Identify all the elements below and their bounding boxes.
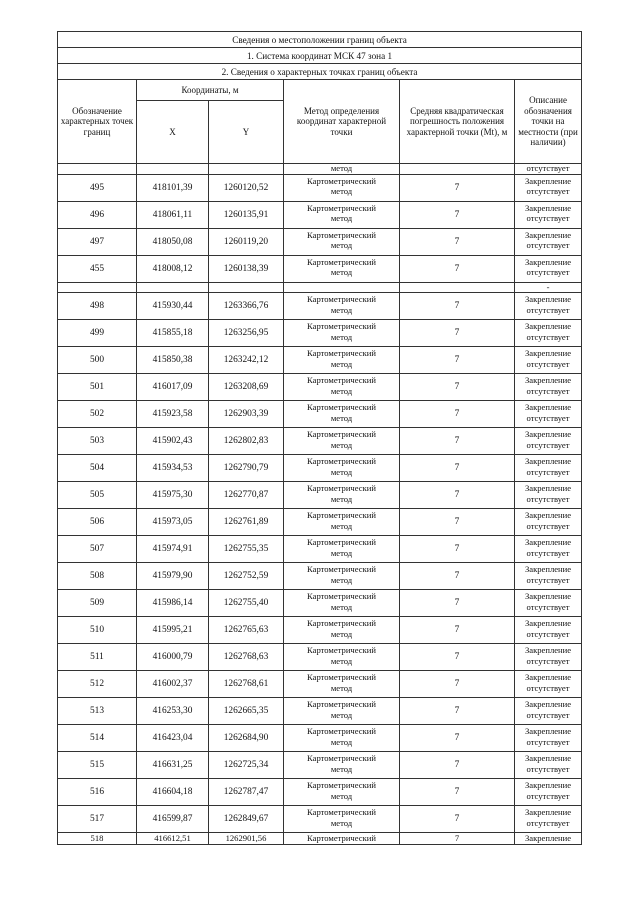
description-cell-line: Закрепление <box>524 229 572 240</box>
description-cell-line: отсутствует <box>526 331 570 342</box>
method-cell-line: Картометрический <box>307 672 376 682</box>
coord-y: 1260120,52 <box>209 174 284 201</box>
table-row <box>58 725 582 752</box>
table-row <box>58 293 582 320</box>
point-number: 517 <box>58 806 137 833</box>
description-cell <box>515 374 582 401</box>
method-cell-line: Картометрический <box>307 537 376 547</box>
error-cell: 7 <box>400 320 515 347</box>
description-cell-line: отсутствует <box>526 304 570 315</box>
coord-y: 1262849,67 <box>209 806 284 833</box>
description-cell-line: отсутствует <box>526 213 570 223</box>
method-cell <box>284 374 400 401</box>
coord-y: 1260119,20 <box>209 228 284 255</box>
method-cell-line: метод <box>330 213 353 223</box>
error-cell: 7 <box>400 563 515 590</box>
description-cell-line: отсутствует <box>526 736 570 747</box>
method-cell <box>284 293 400 320</box>
description-cell <box>515 455 582 482</box>
table-row <box>58 455 582 482</box>
error-cell: 7 <box>400 347 515 374</box>
error-cell: 7 <box>400 174 515 201</box>
description-cell-line: Закрепление <box>524 202 572 213</box>
coord-y: 1262725,34 <box>209 752 284 779</box>
table-row <box>58 779 582 806</box>
description-cell <box>515 752 582 779</box>
coord-y: 1262684,90 <box>209 725 284 752</box>
table-row <box>58 806 582 833</box>
error-cell: 7 <box>400 590 515 617</box>
description-cell <box>515 255 582 282</box>
table-row <box>58 698 582 725</box>
method-cell-line: Картометрический <box>307 348 376 358</box>
point-number: 495 <box>58 174 137 201</box>
table-row <box>58 752 582 779</box>
coord-x: 415934,53 <box>137 455 209 482</box>
error-cell: 7 <box>400 509 515 536</box>
point-number: 518 <box>58 833 137 845</box>
method-cell-line: Картометрический <box>307 175 376 186</box>
error-cell: 7 <box>400 671 515 698</box>
coord-x: 415902,43 <box>137 428 209 455</box>
coord-y: 1262761,89 <box>209 509 284 536</box>
table-row <box>58 482 582 509</box>
method-cell <box>284 590 400 617</box>
description-cell <box>515 428 582 455</box>
error-cell: 7 <box>400 752 515 779</box>
coord-x: 416017,09 <box>137 374 209 401</box>
description-cell-line: отсутствует <box>526 267 570 277</box>
description-cell <box>515 806 582 833</box>
description-cell-line: Закрепление <box>524 753 572 763</box>
method-cell-line: Картометрический <box>307 726 376 736</box>
description-cell <box>515 536 582 563</box>
description-cell <box>515 401 582 428</box>
error-cell: 7 <box>400 536 515 563</box>
description-cell-line: Закрепление <box>524 807 572 817</box>
method-cell-line: метод <box>330 574 353 585</box>
point-number: 501 <box>58 374 137 401</box>
coord-y: 1262790,79 <box>209 455 284 482</box>
method-cell <box>284 320 400 347</box>
coord-x: 415850,38 <box>137 347 209 374</box>
method-cell-line: Картометрический <box>307 645 376 655</box>
table-row-last <box>58 833 582 845</box>
method-cell-line: метод <box>330 186 353 196</box>
coord-x: 416423,04 <box>137 725 209 752</box>
continuation-method: метод <box>284 164 400 175</box>
boundary-points-table <box>57 31 582 845</box>
header-y: Y <box>209 101 284 164</box>
coord-y: 1262903,39 <box>209 401 284 428</box>
method-cell-line: Картометрический <box>307 456 376 466</box>
error-cell: 7 <box>400 228 515 255</box>
description-cell-line: отсутствует <box>526 240 570 250</box>
table-row <box>58 401 582 428</box>
method-cell-line: метод <box>330 385 353 396</box>
description-cell <box>515 228 582 255</box>
error-cell: 7 <box>400 698 515 725</box>
error-cell: 7 <box>400 644 515 671</box>
header-description: Описание обозначения точки на местности (при наличии) <box>515 80 582 164</box>
description-cell <box>515 509 582 536</box>
method-cell <box>284 347 400 374</box>
header-coordinates: Координаты, м <box>137 80 284 101</box>
coord-y: 1262765,63 <box>209 617 284 644</box>
description-cell <box>515 293 582 320</box>
method-cell <box>284 401 400 428</box>
description-cell-line: Закрепление <box>524 175 572 186</box>
description-cell-line: Закрепление <box>524 483 572 493</box>
description-cell <box>515 671 582 698</box>
error-cell: 7 <box>400 428 515 455</box>
coord-y: 1262752,59 <box>209 563 284 590</box>
description-cell-line: Закрепление <box>524 348 572 358</box>
point-number: 508 <box>58 563 137 590</box>
method-cell <box>284 563 400 590</box>
description-cell-line: отсутствует <box>526 763 570 774</box>
separator-description: - <box>515 282 582 293</box>
description-cell-line: отсутствует <box>526 682 570 693</box>
method-cell <box>284 428 400 455</box>
method-cell-line: метод <box>330 763 353 774</box>
description-cell-line: Закрепление <box>524 699 572 709</box>
error-cell: 7 <box>400 779 515 806</box>
error-cell: 7 <box>400 806 515 833</box>
coord-y: 1263242,12 <box>209 347 284 374</box>
point-number: 511 <box>58 644 137 671</box>
error-cell: 7 <box>400 255 515 282</box>
error-cell: 7 <box>400 482 515 509</box>
description-cell-line: отсутствует <box>526 493 570 504</box>
coord-x: 416604,18 <box>137 779 209 806</box>
method-cell-line: метод <box>330 709 353 720</box>
coord-y: 1262802,83 <box>209 428 284 455</box>
method-cell-line: Картометрический <box>307 699 376 709</box>
table-row <box>58 228 582 255</box>
description-cell-line: отсутствует <box>526 817 570 828</box>
table-row <box>58 201 582 228</box>
method-cell-line: Картометрический <box>307 375 376 385</box>
method-cell-line: Картометрический <box>307 402 376 412</box>
method-cell: Картометрический <box>284 833 400 845</box>
coord-x: 415974,91 <box>137 536 209 563</box>
description-cell-line: Закрепление <box>524 456 572 466</box>
method-cell-line: метод <box>330 655 353 666</box>
method-cell-line: Картометрический <box>307 618 376 628</box>
coord-x: 418101,39 <box>137 174 209 201</box>
method-cell-line: метод <box>330 628 353 639</box>
coord-x: 415975,30 <box>137 482 209 509</box>
method-cell-line: метод <box>330 547 353 558</box>
method-cell-line: Картометрический <box>307 429 376 439</box>
method-cell <box>284 536 400 563</box>
error-cell: 7 <box>400 833 515 845</box>
description-cell-line: Закрепление <box>524 321 572 331</box>
method-cell-line: метод <box>330 331 353 342</box>
coord-x: 418008,12 <box>137 255 209 282</box>
table-row <box>58 255 582 282</box>
point-number: 514 <box>58 725 137 752</box>
description-cell-line: отсутствует <box>526 439 570 450</box>
point-number: 510 <box>58 617 137 644</box>
coord-x: 418061,11 <box>137 201 209 228</box>
method-cell-line: метод <box>330 466 353 477</box>
method-cell-line: метод <box>330 790 353 801</box>
point-number: 498 <box>58 293 137 320</box>
description-cell-line: отсутствует <box>526 186 570 196</box>
method-cell-line: метод <box>330 520 353 531</box>
method-cell-line: метод <box>330 240 353 250</box>
method-cell-line: метод <box>330 817 353 828</box>
method-cell-line: Картометрический <box>307 807 376 817</box>
continuation-row <box>58 164 582 175</box>
coord-x: 415930,44 <box>137 293 209 320</box>
method-cell-line: Картометрический <box>307 229 376 240</box>
header-point: Обозначение характерных точек границ <box>58 80 137 164</box>
method-cell <box>284 228 400 255</box>
table-row <box>58 563 582 590</box>
section-title: Сведения о местоположении границ объекта <box>58 32 582 48</box>
header-x: X <box>137 101 209 164</box>
method-cell <box>284 174 400 201</box>
description-cell-line: Закрепление <box>524 591 572 601</box>
error-cell: 7 <box>400 374 515 401</box>
error-cell: 7 <box>400 725 515 752</box>
header-error: Средняя квадратическая погрешность положения характерной точки (Mt), м <box>400 80 515 164</box>
separator-row <box>58 282 582 293</box>
description-cell <box>515 698 582 725</box>
table-row <box>58 536 582 563</box>
coord-y: 1262770,87 <box>209 482 284 509</box>
method-cell <box>284 617 400 644</box>
method-cell <box>284 671 400 698</box>
coord-y: 1263256,95 <box>209 320 284 347</box>
coord-x: 415973,05 <box>137 509 209 536</box>
coord-x: 416000,79 <box>137 644 209 671</box>
description-cell <box>515 725 582 752</box>
coordinate-system-title: 1. Система координат МСК 47 зона 1 <box>58 48 582 64</box>
description-cell-line: отсутствует <box>526 466 570 477</box>
method-cell <box>284 455 400 482</box>
description-cell-line: отсутствует <box>526 385 570 396</box>
coord-x: 418050,08 <box>137 228 209 255</box>
description-cell-line: отсутствует <box>526 601 570 612</box>
coord-y: 1262787,47 <box>209 779 284 806</box>
point-number: 509 <box>58 590 137 617</box>
description-cell-line: Закрепление <box>524 510 572 520</box>
description-cell <box>515 482 582 509</box>
description-cell-line: отсутствует <box>526 655 570 666</box>
method-cell-line: Картометрический <box>307 202 376 213</box>
description-cell <box>515 174 582 201</box>
point-number: 505 <box>58 482 137 509</box>
method-cell-line: метод <box>330 682 353 693</box>
description-cell-line: отсутствует <box>526 547 570 558</box>
method-cell-line: Картометрический <box>307 256 376 267</box>
method-cell <box>284 644 400 671</box>
description-cell-line: отсутствует <box>526 412 570 423</box>
boundary-points-document <box>57 31 581 845</box>
coord-y: 1262755,35 <box>209 536 284 563</box>
points-section-title: 2. Сведения о характерных точках границ объекта <box>58 64 582 80</box>
point-number: 513 <box>58 698 137 725</box>
coord-y: 1262901,56 <box>209 833 284 845</box>
method-cell-line: Картометрический <box>307 510 376 520</box>
method-cell <box>284 509 400 536</box>
description-cell-line: Закрепление <box>524 780 572 790</box>
coord-y: 1260135,91 <box>209 201 284 228</box>
description-cell-line: Закрепление <box>524 564 572 574</box>
coord-x: 416612,51 <box>137 833 209 845</box>
method-cell-line: Картометрический <box>307 591 376 601</box>
description-cell <box>515 617 582 644</box>
description-cell: Закрепление <box>515 833 582 845</box>
table-row <box>58 374 582 401</box>
method-cell <box>284 698 400 725</box>
description-cell-line: Закрепление <box>524 294 572 304</box>
error-cell: 7 <box>400 293 515 320</box>
method-cell <box>284 752 400 779</box>
point-number: 497 <box>58 228 137 255</box>
method-cell-line: метод <box>330 439 353 450</box>
description-cell <box>515 347 582 374</box>
method-cell-line: Картометрический <box>307 321 376 331</box>
coord-x: 415855,18 <box>137 320 209 347</box>
table-row <box>58 644 582 671</box>
coord-y: 1262768,63 <box>209 644 284 671</box>
coord-y: 1262768,61 <box>209 671 284 698</box>
description-cell <box>515 779 582 806</box>
description-cell-line: отсутствует <box>526 358 570 369</box>
method-cell-line: метод <box>330 601 353 612</box>
coord-x: 416253,30 <box>137 698 209 725</box>
table-row <box>58 590 582 617</box>
method-cell <box>284 482 400 509</box>
point-number: 507 <box>58 536 137 563</box>
table-row <box>58 320 582 347</box>
point-number: 500 <box>58 347 137 374</box>
point-number: 455 <box>58 255 137 282</box>
header-method: Метод определения координат характерной точки <box>284 80 400 164</box>
point-number: 506 <box>58 509 137 536</box>
coord-y: 1263208,69 <box>209 374 284 401</box>
method-cell <box>284 201 400 228</box>
description-cell-line: Закрепление <box>524 618 572 628</box>
method-cell-line: Картометрический <box>307 780 376 790</box>
description-cell-line: Закрепление <box>524 429 572 439</box>
description-cell-line: отсутствует <box>526 628 570 639</box>
coord-x: 415995,21 <box>137 617 209 644</box>
method-cell-line: метод <box>330 493 353 504</box>
description-cell <box>515 201 582 228</box>
table-row <box>58 428 582 455</box>
point-number: 502 <box>58 401 137 428</box>
description-cell-line: отсутствует <box>526 574 570 585</box>
method-cell-line: метод <box>330 304 353 315</box>
coord-x: 416002,37 <box>137 671 209 698</box>
coord-x: 415923,58 <box>137 401 209 428</box>
table-row <box>58 617 582 644</box>
table-row <box>58 174 582 201</box>
coord-x: 415986,14 <box>137 590 209 617</box>
coord-x: 416631,25 <box>137 752 209 779</box>
method-cell <box>284 779 400 806</box>
point-number: 516 <box>58 779 137 806</box>
coord-x: 416599,87 <box>137 806 209 833</box>
point-number: 496 <box>58 201 137 228</box>
error-cell: 7 <box>400 455 515 482</box>
coord-y: 1262755,40 <box>209 590 284 617</box>
description-cell <box>515 590 582 617</box>
description-cell-line: Закрепление <box>524 402 572 412</box>
coord-y: 1260138,39 <box>209 255 284 282</box>
method-cell <box>284 806 400 833</box>
description-cell <box>515 320 582 347</box>
coord-x: 415979,90 <box>137 563 209 590</box>
description-cell <box>515 563 582 590</box>
coord-y: 1262665,35 <box>209 698 284 725</box>
method-cell-line: Картометрический <box>307 564 376 574</box>
description-cell-line: отсутствует <box>526 520 570 531</box>
method-cell-line: метод <box>330 412 353 423</box>
description-cell-line: Закрепление <box>524 726 572 736</box>
method-cell-line: метод <box>330 267 353 277</box>
table-row <box>58 347 582 374</box>
method-cell-line: метод <box>330 736 353 747</box>
description-cell-line: Закрепление <box>524 375 572 385</box>
table-row <box>58 671 582 698</box>
method-cell <box>284 725 400 752</box>
error-cell: 7 <box>400 201 515 228</box>
method-cell-line: метод <box>330 358 353 369</box>
coord-y: 1263366,76 <box>209 293 284 320</box>
description-cell-line: Закрепление <box>524 256 572 267</box>
description-cell <box>515 644 582 671</box>
description-cell-line: Закрепление <box>524 537 572 547</box>
description-cell-line: отсутствует <box>526 709 570 720</box>
point-number: 512 <box>58 671 137 698</box>
point-number: 499 <box>58 320 137 347</box>
method-cell-line: Картометрический <box>307 294 376 304</box>
description-cell-line: Закрепление <box>524 645 572 655</box>
table-row <box>58 509 582 536</box>
method-cell-line: Картометрический <box>307 753 376 763</box>
continuation-description: отсутствует <box>515 164 582 175</box>
method-cell-line: Картометрический <box>307 483 376 493</box>
point-number: 504 <box>58 455 137 482</box>
error-cell: 7 <box>400 401 515 428</box>
method-cell <box>284 255 400 282</box>
description-cell-line: Закрепление <box>524 672 572 682</box>
description-cell-line: отсутствует <box>526 790 570 801</box>
error-cell: 7 <box>400 617 515 644</box>
point-number: 503 <box>58 428 137 455</box>
point-number: 515 <box>58 752 137 779</box>
